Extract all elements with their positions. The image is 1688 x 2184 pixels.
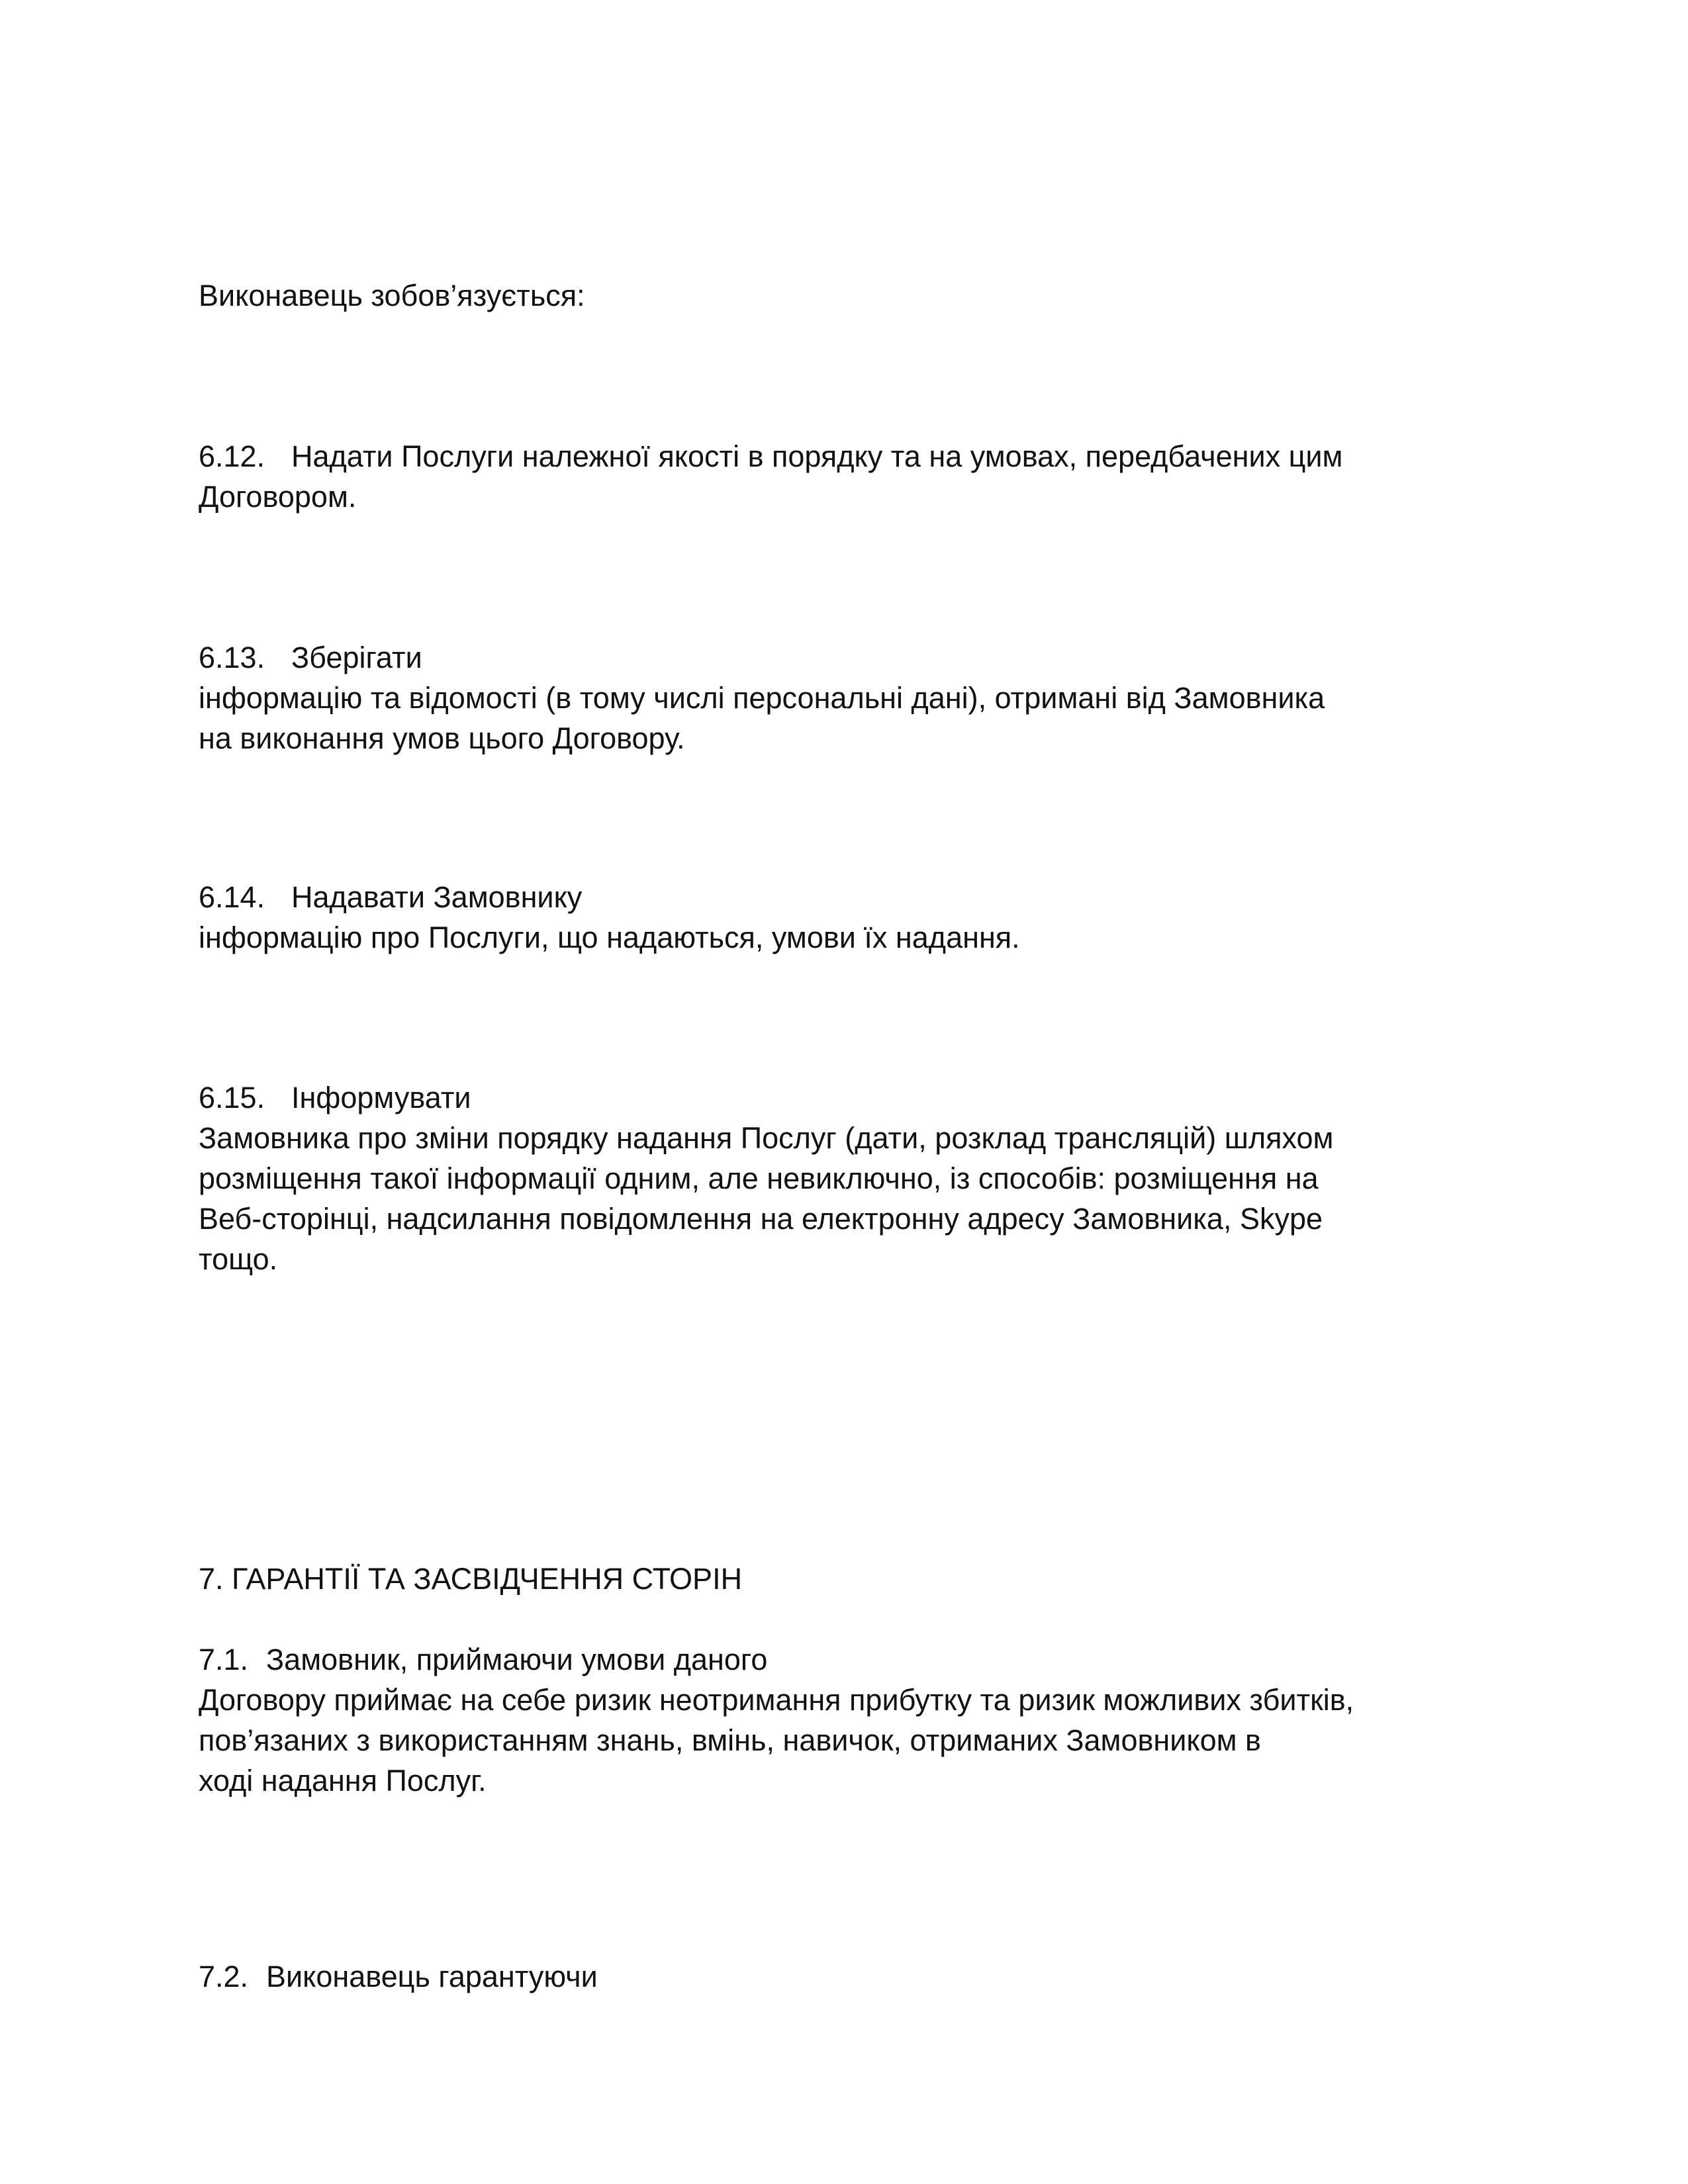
clause-7-1-first-line (199, 1639, 1456, 1680)
clause-lead-text: Замовник, приймаючи умови даного (266, 1643, 768, 1676)
clause-6-13-first-line (199, 637, 1456, 678)
intro-text: Виконавець зобов’язується: (199, 279, 585, 312)
clause-number: 7.2. (199, 1960, 249, 1993)
clause-text-line: на виконання умов цього Договору. (199, 721, 685, 755)
clause-lead-text: Зберігати (291, 641, 422, 674)
clause-7-1 (199, 1639, 1456, 1801)
clause-text-line: інформацію та відомості (в тому числі персональні дані), отримані від Замовника (199, 681, 1325, 715)
clause-lead-text: Надавати Замовнику (291, 880, 583, 914)
clause-lead-text: Надати Послуги належної якості в порядку та на умовах, передбачених цим (291, 439, 1343, 473)
clause-6-15-first-line (199, 1077, 1456, 1118)
clause-text-line: пов’язаних з використанням знань, вмінь, навичок, отриманих Замовником в (199, 1723, 1261, 1757)
intro-paragraph (199, 275, 1456, 316)
clause-number: 6.13. (199, 641, 265, 674)
clause-lead-text: Інформувати (291, 1081, 471, 1115)
clause-text-line: Замовника про зміни порядку надання Послуг (дати, розклад трансляцій) шляхом (199, 1121, 1334, 1155)
clause-7-2-first-line (199, 1956, 1456, 1997)
clause-6-13 (199, 637, 1456, 758)
clause-text-line: Договором. (199, 480, 357, 514)
clause-text-line: інформацію про Послуги, що надаються, умови їх надання. (199, 921, 1020, 954)
clause-lead-text: Виконавець гарантуючи (266, 1960, 598, 1993)
clause-text-line: Веб-сторінці, надсилання повідомлення на електронну адресу Замовника, Skype (199, 1202, 1323, 1236)
clause-number: 6.15. (199, 1081, 265, 1115)
clause-text-line: тощо. (199, 1242, 278, 1276)
clause-6-15 (199, 1077, 1456, 1279)
section-heading: 7. ГАРАНТІЇ ТА ЗАСВІДЧЕННЯ СТОРІН (199, 1562, 743, 1596)
clause-6-14-first-line (199, 877, 1456, 917)
clause-6-14 (199, 877, 1456, 958)
clause-6-12 (199, 436, 1456, 517)
clause-text-line: розміщення такої інформації одним, але невиключно, із способів: розміщення на (199, 1161, 1319, 1195)
clause-number: 7.1. (199, 1643, 249, 1676)
section-7-heading-block (199, 1559, 1456, 1599)
clause-6-12-first-line (199, 436, 1456, 477)
clause-text-line: Договору приймає на себе ризик неотримання прибутку та ризик можливих збитків, (199, 1683, 1354, 1717)
clause-number: 6.14. (199, 880, 265, 914)
clause-7-2 (199, 1956, 1456, 1997)
clause-text-line: ході надання Послуг. (199, 1764, 487, 1797)
clause-number: 6.12. (199, 439, 265, 473)
